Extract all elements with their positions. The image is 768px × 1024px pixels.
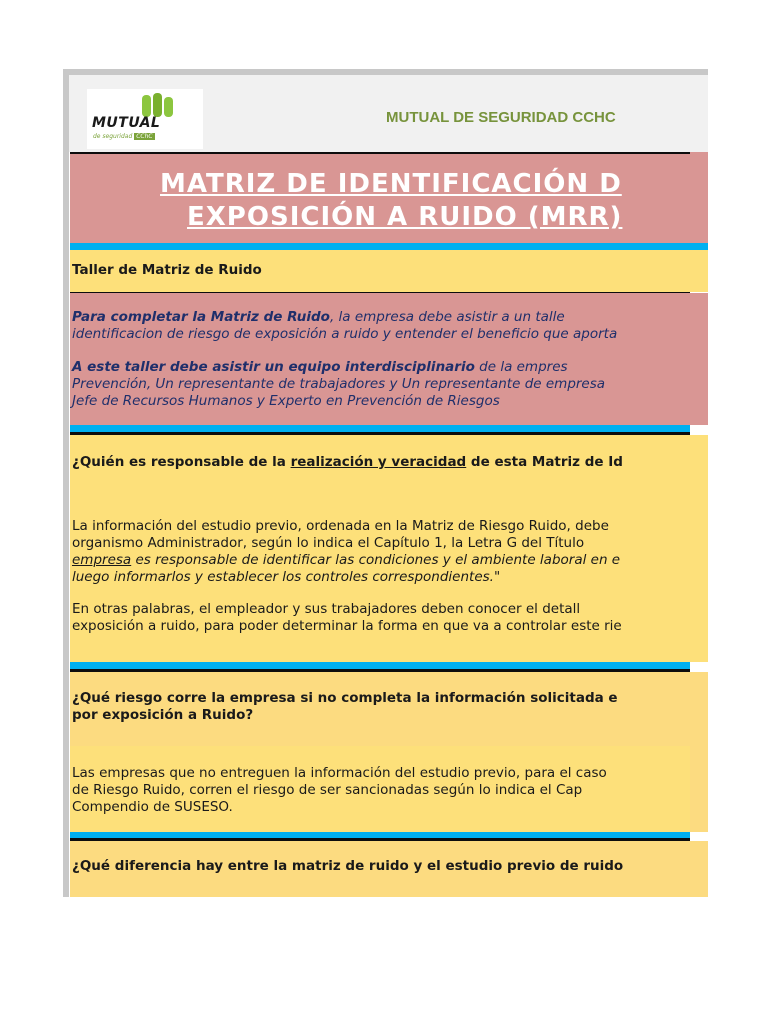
spreadsheet-sheet xyxy=(63,69,708,897)
section-divider xyxy=(70,425,701,432)
organization-name: MUTUAL DE SEGURIDAD CCHC xyxy=(386,109,616,126)
page-title-line1: MATRIZ DE IDENTIFICACIÓN D xyxy=(160,169,622,199)
question-3: ¿Qué diferencia hay entre la matriz de ruido y el estudio previo de ruido xyxy=(72,858,624,874)
sheet-header xyxy=(69,75,708,152)
taller-p1-line2: identificacion de riesgo de exposición a ruido y entender el beneficio que aporta xyxy=(72,326,618,342)
logo-text: MUTUAL xyxy=(92,115,161,131)
taller-p2-line1: A este taller debe asistir un equipo interdisciplinario de la empres xyxy=(72,359,568,375)
question-2-block xyxy=(70,672,701,746)
question-1-block xyxy=(70,435,701,662)
question-2-line1: ¿Qué riesgo corre la empresa si no completa la información solicitada e xyxy=(72,690,618,706)
q1-answer2-line1: En otras palabras, el empleador y sus trabajadores deben conocer el detall xyxy=(72,601,581,617)
taller-heading-row xyxy=(70,250,701,292)
taller-p2-line2: Prevención, Un representante de trabajadores y Un representante de empresa xyxy=(72,376,606,392)
q2-answer-line1: Las empresas que no entreguen la información del estudio previo, para el caso xyxy=(72,765,607,781)
q1-answer-line4: luego informarlos y establecer los controles correspondientes." xyxy=(72,569,501,585)
section-divider xyxy=(70,662,701,669)
sheet-content xyxy=(70,152,701,897)
title-block xyxy=(70,154,701,243)
q1-answer-line3: empresa es responsable de identificar las condiciones y el ambiente laboral en e xyxy=(72,552,621,568)
q1-answer-line1: La información del estudio previo, ordenada en la Matriz de Riesgo Ruido, debe xyxy=(72,518,609,534)
logo-subtitle: de seguridad CChC xyxy=(93,133,153,140)
taller-description xyxy=(70,293,701,425)
mutual-logo xyxy=(87,89,203,149)
q1-answer-line2: organismo Administrador, según lo indica el Capítulo 1, la Letra G del Título xyxy=(72,535,585,551)
taller-heading: Taller de Matriz de Ruido xyxy=(72,262,262,278)
taller-p1-line1: Para completar la Matriz de Ruido, la empresa debe asistir a un talle xyxy=(72,309,565,325)
question-2-answer xyxy=(70,746,701,832)
sheet-left-border xyxy=(63,69,69,897)
question-1: ¿Quién es responsable de la realización y veracidad de esta Matriz de Id xyxy=(72,454,623,470)
taller-p2-line3: Jefe de Recursos Humanos y Experto en Prevención de Riesgos xyxy=(72,393,500,409)
q1-answer2-line2: exposición a ruido, para poder determinar la forma en que va a controlar este rie xyxy=(72,618,622,634)
section-divider xyxy=(70,243,701,250)
q2-answer-line2: de Riesgo Ruido, corren el riesgo de ser sancionadas según lo indica el Cap xyxy=(72,782,583,798)
question-3-block xyxy=(70,841,701,897)
question-2-line2: por exposición a Ruido? xyxy=(72,707,254,723)
q2-answer-line3: Compendio de SUSESO. xyxy=(72,799,233,815)
right-overflow-area xyxy=(690,152,708,897)
logo-badge: CChC xyxy=(136,133,153,140)
page-title-line2: EXPOSICIÓN A RUIDO (MRR) xyxy=(187,202,623,232)
